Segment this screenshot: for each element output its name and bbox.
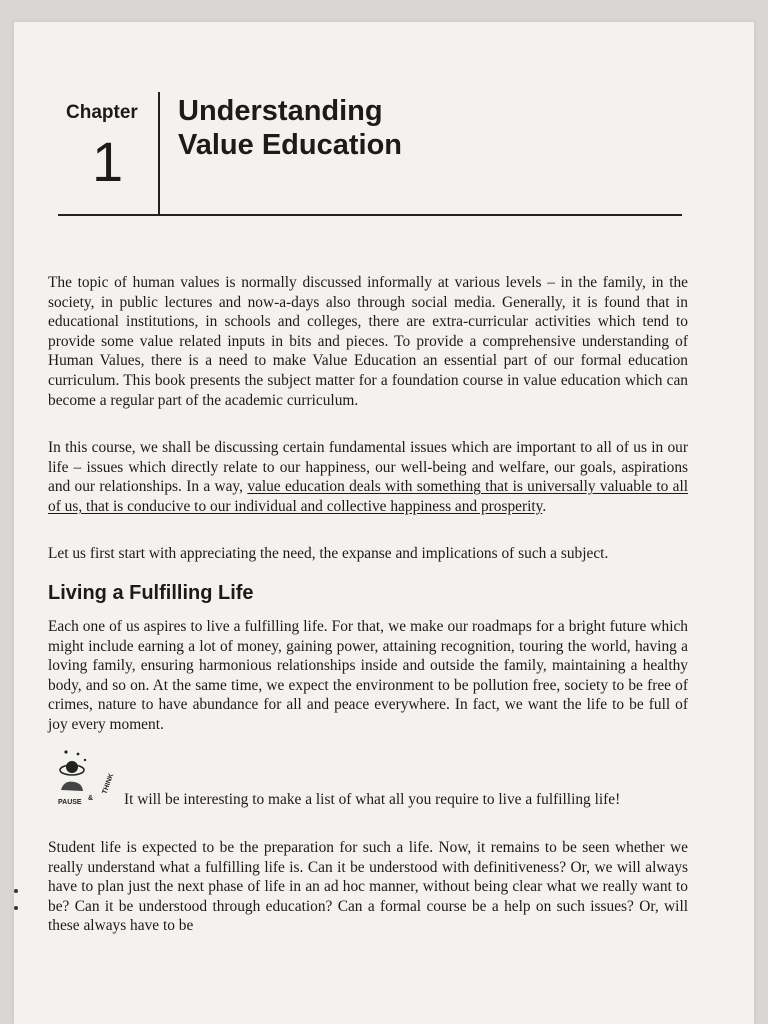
chapter-number: 1 [92, 130, 124, 193]
margin-mark [14, 906, 18, 910]
svg-text:&: & [88, 795, 94, 802]
course-paragraph [48, 438, 688, 516]
chapter-title [178, 94, 402, 162]
student-life-paragraph: Student life is expected to be the preparation for such a life. Now, it remains to be seen whether we really understand what a fulfilling life is. Can it be understood with definitiveness? Or, we will always have to plan just the next phase of life in an ad hoc manner, without being clear what we really want to be? Can it be understood through education? Can a formal course be a help on such issues? Or, will these always have to be [48, 839, 688, 935]
intro-paragraph: The topic of human values is normally discussed informally at various levels – in the family, in the society, in public lectures and now-a-days also through social media. Generally, it is found that in educational institutions, in schools and colleges, there are extra-curricular activities which tend to provide some value related inputs in bits and pieces. To provide a comprehensive understanding of Human Values, there is a need to make Value Education an essential part of our formal education curriculum. This book presents the subject matter for a foundation course in value education which can become a regular part of the academic curriculum. [48, 274, 688, 409]
pause-and-think-note: It will be interesting to make a list of what all you require to live a fulfilling life! [124, 791, 621, 808]
underlined-key-sentence: value education deals with something that is universally valuable to all of us, that is conducive to our individual and collective happiness and prosperity [48, 478, 688, 515]
header-horizontal-divider [58, 214, 682, 216]
chapter-header [58, 92, 682, 216]
chapter-label: Chapter [66, 102, 138, 123]
pause-and-think-icon [52, 748, 122, 808]
section-heading: Living a Fulfilling Life [48, 582, 254, 604]
course-paragraph-start: In this course, we shall be discussing certain fundamental issues which are important to all of us in our life – issues which directly relate to our happiness, our well-being and welfare, our goals, aspirations and our relationships. In a way, [48, 439, 688, 496]
margin-mark [14, 889, 18, 893]
start-paragraph: Let us first start with appreciating the need, the expanse and implications of such a subject. [48, 545, 609, 562]
fulfilling-life-paragraph: Each one of us aspires to live a fulfilling life. For that, we make our roadmaps for a bright future which might include earning a lot of money, gaining power, attaining recognition, touring the world, having a loving family, ensuring harmonious relationships inside and outside the family, maintaining a healthy body, and so on. At the same time, we expect the environment to be pollution free, society to be free of crimes, nature to have abundance for all and peace everywhere. In fact, we want the life to be full of joy every moment. [48, 618, 688, 733]
svg-text:THINK: THINK [101, 772, 116, 796]
svg-text:PAUSE: PAUSE [58, 799, 82, 806]
chapter-title-line-1: Understanding [178, 95, 383, 127]
chapter-title-line-2: Value Education [178, 129, 402, 161]
course-paragraph-end: . [542, 497, 547, 515]
header-vertical-divider [158, 92, 160, 216]
